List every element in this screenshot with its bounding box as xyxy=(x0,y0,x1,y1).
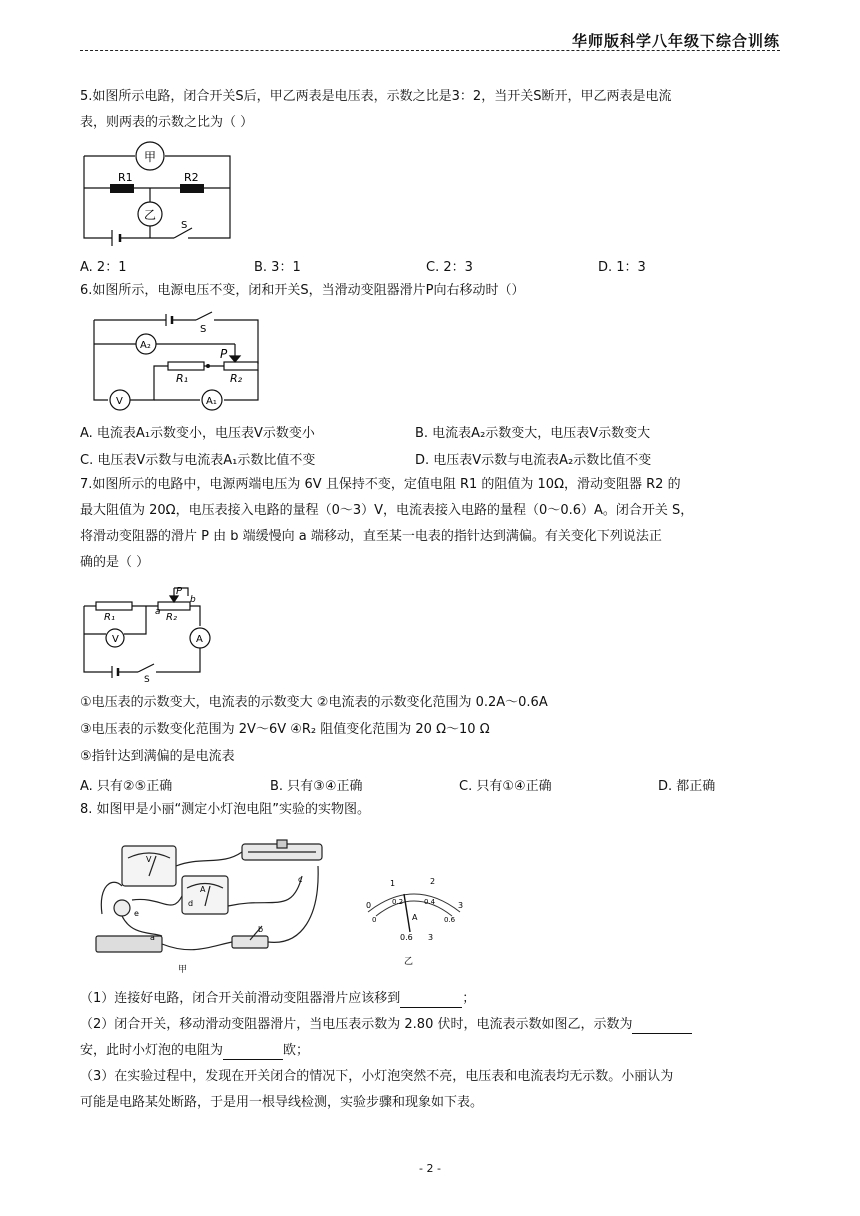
q7-a-label: a xyxy=(155,607,161,617)
q6-option-d: D. 电压表V示数与电流表A₂示数比值不变 xyxy=(415,453,652,468)
q8-terminal-b-label: b xyxy=(258,925,264,934)
q5-r1-label: R1 xyxy=(118,171,133,184)
q8-dial-terminal-3: 3 xyxy=(428,933,434,942)
q8-sub3-line2: 可能是电路某处断路，于是用一根导线检测，实验步骤和现象如下表。 xyxy=(80,1095,484,1110)
q7-circuit-diagram xyxy=(80,582,212,682)
q6-option-c: C. 电压表V示数与电流表A₁示数比值不变 xyxy=(80,453,316,468)
q5-text-line2: 表，则两表的示数之比为（ ） xyxy=(80,115,254,130)
q8-apparatus-figure xyxy=(92,836,338,976)
q8-dial-terminal-06: 0.6 xyxy=(400,933,413,942)
q6-a2-label: A₂ xyxy=(140,340,151,351)
q8-dial-top-1: 1 xyxy=(390,879,396,888)
page-number: - 2 - xyxy=(419,1162,441,1175)
q8-sub2-line1 xyxy=(80,1016,692,1034)
q7-text-line4: 确的是（ ） xyxy=(80,555,150,570)
q7-text-line3: 将滑动变阻器的滑片 P 由 b 端缓慢向 a 端移动，直至某一电表的指针达到满偏。有关变化下列说法正 xyxy=(80,529,662,544)
q8-sub2-text-c: 欧； xyxy=(283,1043,310,1058)
q6-text: 6.如图所示，电源电压不变，闭和开关S，当滑动变阻器滑片P向右移动时（） xyxy=(80,283,525,298)
q7-option-a: A. 只有②⑤正确 xyxy=(80,779,173,794)
q6-r2-label: R₂ xyxy=(230,372,243,385)
header-divider xyxy=(80,50,780,51)
q8-sub1-blank[interactable] xyxy=(400,993,462,1008)
q8-sub1-text: （1）连接好电路，闭合开关前滑动变阻器滑片应该移到 xyxy=(80,991,401,1006)
q8-sub2-current-blank[interactable] xyxy=(632,1019,692,1034)
q7-v-label: V xyxy=(112,634,119,645)
q5-r2-resistor xyxy=(180,184,204,193)
q8-figure-yi-caption: 乙 xyxy=(404,957,414,967)
q6-a1-label: A₁ xyxy=(206,396,217,407)
q7-statement-1: ①电压表的示数变大，电流表的示数变大 ②电流表的示数变化范围为 0.2A～0.6A xyxy=(80,695,548,710)
q7-text-line1: 7.如图所示的电路中，电源两端电压为 6V 且保持不变，定值电阻 R1 的阻值为 10Ω，滑动变阻器 R2 的 xyxy=(80,477,681,492)
q6-circuit-diagram xyxy=(80,306,264,414)
q8-sub2-text-a: （2）闭合开关，移动滑动变阻器滑片，当电压表示数为 2.80 伏时，电流表示数如图乙，示数为 xyxy=(80,1017,633,1032)
q8-terminal-c-label: c xyxy=(298,875,303,884)
q8-dial-bottom-0: 0 xyxy=(372,916,377,924)
q7-statement-2: ③电压表的示数变化范围为 2V～6V ④R₂ 阻值变化范围为 20 Ω～10 Ω xyxy=(80,722,490,737)
q5-option-d: D. 1：3 xyxy=(598,260,646,275)
q7-r1-label: R₁ xyxy=(104,612,115,623)
q5-text-line1: 5.如图所示电路，闭合开关S后，甲乙两表是电压表，示数之比是3：2，当开关S断开，甲乙两表是电流 xyxy=(80,89,672,104)
q7-option-b: B. 只有③④正确 xyxy=(270,779,363,794)
q8-dial-bottom-1: 0.2 xyxy=(392,898,404,906)
q8-figure-jia-caption: 甲 xyxy=(178,965,188,975)
q8-sub2-text-b: 安，此时小灯泡的电阻为 xyxy=(80,1043,224,1058)
q5-meter-mid-label: 乙 xyxy=(143,208,157,222)
q7-s-label: S xyxy=(144,675,150,682)
q7-text-line2: 最大阻值为 20Ω，电压表接入电路的量程（0～3）V，电流表接入电路的量程（0～0.6）A。闭合开关 S， xyxy=(80,503,694,518)
q8-dial-top-0: 0 xyxy=(366,901,372,910)
q5-switch-label: S xyxy=(181,220,188,231)
q6-r1-label: R₁ xyxy=(176,372,189,385)
q6-option-b: B. 电流表A₂示数变大，电压表V示数变大 xyxy=(415,426,651,441)
q8-dial-top-2: 2 xyxy=(430,877,436,886)
q5-option-b: B. 3：1 xyxy=(254,260,301,275)
q6-s-label: S xyxy=(200,324,207,335)
q8-terminal-d-label: d xyxy=(188,899,194,908)
q5-r2-label: R2 xyxy=(184,171,199,184)
q5-meter-top-label: 甲 xyxy=(143,150,157,164)
q8-sub1-end: ； xyxy=(462,991,476,1006)
q8-ammeter-dial xyxy=(354,868,474,968)
q8-dial-unit: A xyxy=(412,913,418,922)
q7-r2-label: R₂ xyxy=(166,612,177,623)
q8-dial-top-3: 3 xyxy=(458,901,464,910)
q5-r1-resistor xyxy=(110,184,134,193)
q6-option-a: A. 电流表A₁示数变小，电压表V示数变小 xyxy=(80,426,315,441)
q8-sub3-line1: （3）在实验过程中，发现在开关闭合的情况下，小灯泡突然不亮，电压表和电流表均无示数。小丽认为 xyxy=(80,1069,674,1084)
q8-sub2-resistance-blank[interactable] xyxy=(223,1045,283,1060)
q7-b-label: b xyxy=(190,595,196,605)
q7-p-label: P xyxy=(176,586,183,597)
q8-sub2-line2 xyxy=(80,1042,309,1060)
q8-text: 8. 如图甲是小丽“测定小灯泡电阻”实验的实物图。 xyxy=(80,802,371,817)
q7-am-label: A xyxy=(196,634,203,645)
header-title: 华师版科学八年级下综合训练 xyxy=(571,32,780,50)
q5-circuit-diagram xyxy=(80,140,240,246)
q6-p-label: P xyxy=(220,347,228,361)
q8-dial-bottom-3: 0.6 xyxy=(444,916,456,924)
q5-option-c: C. 2：3 xyxy=(426,260,473,275)
q8-terminal-a-label: a xyxy=(150,933,155,942)
q5-option-a: A. 2：1 xyxy=(80,260,127,275)
q8-terminal-e-label: e xyxy=(134,909,139,918)
q7-statement-3: ⑤指针达到满偏的是电流表 xyxy=(80,749,235,764)
q7-option-d: D. 都正确 xyxy=(658,779,716,794)
q6-v-label: V xyxy=(116,396,123,407)
q8-dial-bottom-2: 0.4 xyxy=(424,898,436,906)
q8-sub1 xyxy=(80,990,475,1008)
q8-voltmeter-label: V xyxy=(146,855,152,864)
q8-ammeter-label: A xyxy=(200,885,206,894)
q7-option-c: C. 只有①④正确 xyxy=(459,779,552,794)
